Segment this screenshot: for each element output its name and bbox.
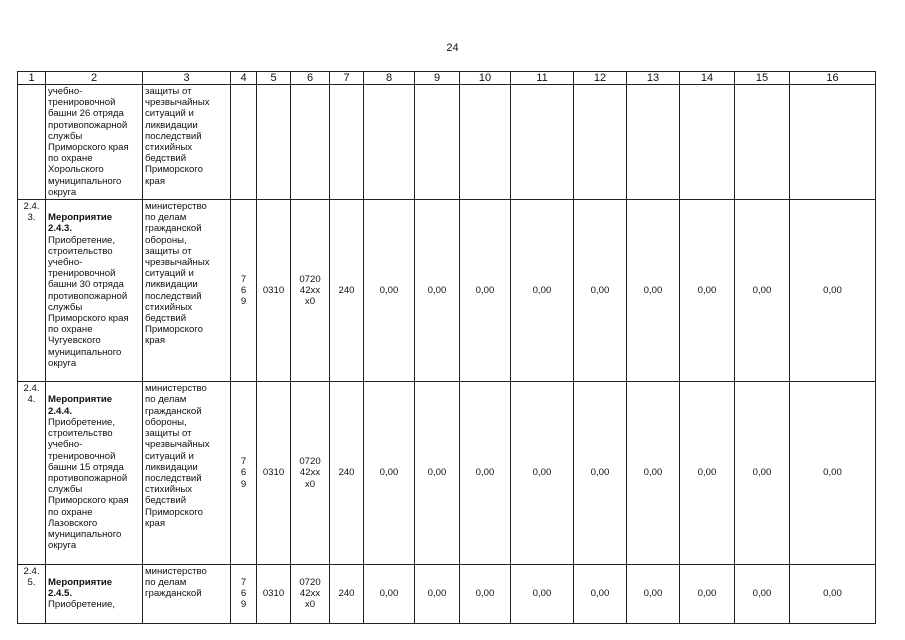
value-cell: 0,00 (790, 564, 876, 623)
column-header: 7 (330, 72, 364, 85)
column-header: 11 (511, 72, 574, 85)
measure-description: Приобретение, (48, 599, 116, 611)
row-number: 2.4. 5. (18, 564, 46, 623)
page-number: 24 (446, 42, 459, 54)
column-header: 1 (18, 72, 46, 85)
row-number (18, 85, 46, 200)
value-cell: 0,00 (735, 564, 790, 623)
value-cell: 0,00 (627, 564, 680, 623)
cell (257, 85, 291, 200)
value-cell: 0,00 (574, 564, 627, 623)
table-row (18, 382, 876, 564)
cell (330, 85, 364, 200)
value-cell: 0,00 (735, 382, 790, 564)
value-cell: 0,00 (364, 382, 415, 564)
cell (364, 85, 415, 200)
executor-cell: защиты от чрезвычайных ситуаций и ликвидации последствий стихийных бедствий Приморского края (143, 85, 231, 200)
column-header: 9 (415, 72, 460, 85)
measure-cell (46, 200, 143, 382)
table-row (18, 564, 876, 623)
code-grbs: 7 6 9 (231, 200, 257, 382)
column-header: 13 (627, 72, 680, 85)
column-header: 3 (143, 72, 231, 85)
value-cell: 0,00 (627, 382, 680, 564)
cell (291, 85, 330, 200)
column-header: 12 (574, 72, 627, 85)
code-grbs: 7 6 9 (231, 564, 257, 623)
measure-title: Мероприятие 2.4.4. (48, 394, 113, 417)
cell (231, 85, 257, 200)
column-header: 8 (364, 72, 415, 85)
cell (415, 85, 460, 200)
column-header: 15 (735, 72, 790, 85)
measure-title: Мероприятие 2.4.5. (48, 576, 113, 599)
cell (460, 85, 511, 200)
measure-title: Мероприятие 2.4.3. (48, 212, 113, 235)
value-cell: 0,00 (415, 564, 460, 623)
value-cell: 0,00 (735, 200, 790, 382)
column-header: 5 (257, 72, 291, 85)
value-cell: 0,00 (680, 200, 735, 382)
value-cell: 0,00 (511, 200, 574, 382)
value-cell: 0,00 (790, 382, 876, 564)
value-cell: 0,00 (460, 564, 511, 623)
column-header: 4 (231, 72, 257, 85)
measure-cell (46, 382, 143, 564)
cell (680, 85, 735, 200)
column-header: 10 (460, 72, 511, 85)
cell (574, 85, 627, 200)
measure-cell (46, 564, 143, 623)
measure-description: учебно- тренировочной башни 26 отряда противопожарной службы Приморского края по охране Хорольского муниципального округа (48, 86, 129, 198)
cell (627, 85, 680, 200)
value-cell: 0,00 (627, 200, 680, 382)
value-cell: 0,00 (574, 382, 627, 564)
value-cell: 0,00 (680, 382, 735, 564)
value-cell: 0,00 (415, 382, 460, 564)
column-header: 6 (291, 72, 330, 85)
row-number: 2.4. 3. (18, 200, 46, 382)
value-cell: 0,00 (364, 564, 415, 623)
value-cell: 0,00 (511, 564, 574, 623)
column-header: 14 (680, 72, 735, 85)
measure-cell (46, 85, 143, 200)
code-expense-type: 240 (330, 200, 364, 382)
value-cell: 0,00 (790, 200, 876, 382)
value-cell: 0,00 (460, 382, 511, 564)
column-header: 2 (46, 72, 143, 85)
value-cell: 0,00 (460, 200, 511, 382)
executor-cell: министерство по делам гражданской обороны, защиты от чрезвычайных ситуаций и ликвидации последствий стихийных бедствий Приморского края (143, 382, 231, 564)
value-cell: 0,00 (574, 200, 627, 382)
executor-cell: министерство по делам гражданской (143, 564, 231, 623)
column-number-row (18, 72, 876, 85)
code-target: 0720 42хх х0 (291, 564, 330, 623)
code-section: 0310 (257, 564, 291, 623)
code-expense-type: 240 (330, 382, 364, 564)
value-cell: 0,00 (680, 564, 735, 623)
measure-description: Приобретение, строительство учебно- тренировочной башни 15 отряда противопожарной службы Приморского края по охране Лазовского муниципального округа (48, 416, 129, 552)
table-row (18, 85, 876, 200)
budget-table (17, 71, 876, 624)
row-number: 2.4. 4. (18, 382, 46, 564)
cell (511, 85, 574, 200)
value-cell: 0,00 (364, 200, 415, 382)
value-cell: 0,00 (415, 200, 460, 382)
code-section: 0310 (257, 200, 291, 382)
code-grbs: 7 6 9 (231, 382, 257, 564)
code-section: 0310 (257, 382, 291, 564)
code-target: 0720 42хх х0 (291, 200, 330, 382)
code-target: 0720 42хх х0 (291, 382, 330, 564)
cell (735, 85, 790, 200)
value-cell: 0,00 (511, 382, 574, 564)
cell (790, 85, 876, 200)
code-expense-type: 240 (330, 564, 364, 623)
measure-description: Приобретение, строительство учебно- тренировочной башни 30 отряда противопожарной службы Приморского края по охране Чугуевского муниципального округа (48, 234, 129, 369)
executor-cell: министерство по делам гражданской обороны, защиты от чрезвычайных ситуаций и ликвидации последствий стихийных бедствий Приморского края (143, 200, 231, 382)
table-row (18, 200, 876, 382)
column-header: 16 (790, 72, 876, 85)
